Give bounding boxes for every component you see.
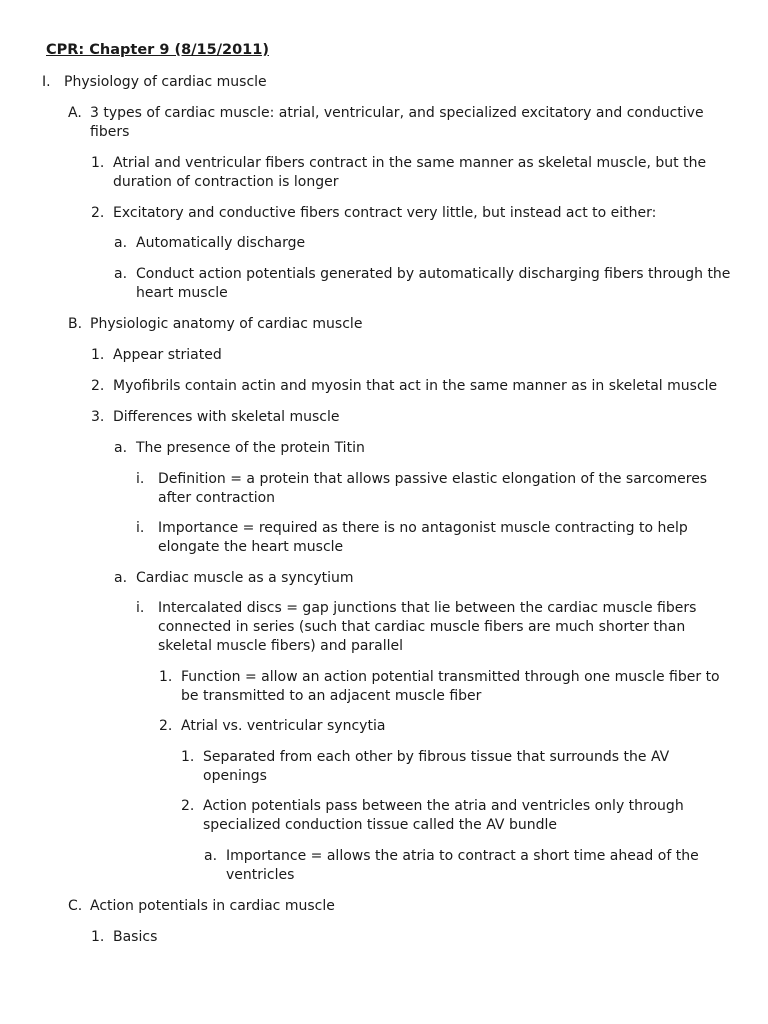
- item-text: Separated from each other by fibrous tissue that surrounds the AV openings: [203, 749, 670, 784]
- item-text: Cardiac muscle as a syncytium: [136, 570, 354, 586]
- item-marker: i.: [136, 520, 145, 536]
- outline-item: [181, 748, 693, 786]
- item-text: Importance = required as there is no antagonist muscle contracting to help elongate the heart muscle: [158, 520, 688, 555]
- item-marker: 1.: [159, 669, 173, 685]
- outline-item: [91, 377, 733, 396]
- item-text: Action potentials pass between the atria and ventricles only through specialized conduction tissue called the AV bundle: [203, 798, 684, 833]
- item-text: Importance = allows the atria to contract a short time ahead of the ventricles: [226, 848, 699, 883]
- item-text: Automatically discharge: [136, 235, 306, 251]
- outline-item: [91, 928, 718, 947]
- item-marker: a.: [114, 266, 128, 282]
- item-marker: i.: [136, 600, 145, 616]
- item-marker: 1.: [91, 347, 105, 363]
- outline-item: [204, 847, 706, 885]
- item-text: Intercalated discs = gap junctions that lie between the cardiac muscle fibers connected in series (such that cardiac muscle fibers are much shorter than skeletal muscle fibers) and parallel: [158, 600, 697, 654]
- outline-item: [159, 668, 726, 706]
- item-marker: 2.: [91, 378, 105, 394]
- item-text: Excitatory and conductive fibers contract very little, but instead act to either:: [113, 205, 657, 221]
- item-text: Appear striated: [113, 347, 222, 363]
- outline-item: [114, 569, 726, 588]
- outline-item: [136, 470, 728, 508]
- outline-item: [136, 519, 703, 557]
- item-marker: 1.: [91, 155, 105, 171]
- outline-item: [68, 104, 710, 142]
- item-marker: a.: [114, 235, 128, 251]
- item-marker: a.: [114, 570, 128, 586]
- item-text: Definition = a protein that allows passive elastic elongation of the sarcomeres after contraction: [158, 471, 708, 506]
- item-text: Physiology of cardiac muscle: [64, 74, 267, 90]
- outline-item: [114, 234, 736, 253]
- item-text: Myofibrils contain actin and myosin that act in the same manner as in skeletal muscle: [113, 378, 718, 394]
- item-text: Physiologic anatomy of cardiac muscle: [90, 316, 363, 332]
- outline-item: [114, 265, 736, 303]
- item-text: Atrial vs. ventricular syncytia: [181, 718, 386, 734]
- item-marker: 2.: [159, 718, 173, 734]
- outline-item: [42, 73, 684, 92]
- item-text: Atrial and ventricular fibers contract in the same manner as skeletal muscle, but the duration of contraction is longer: [113, 155, 707, 190]
- item-marker: A.: [68, 105, 82, 121]
- outline-item: [91, 204, 718, 223]
- item-marker: B.: [68, 316, 83, 332]
- outline-item: [68, 315, 710, 334]
- item-text: Differences with skeletal muscle: [113, 409, 340, 425]
- item-marker: 2.: [91, 205, 105, 221]
- item-marker: 2.: [181, 798, 195, 814]
- outline-item: [68, 897, 710, 916]
- document-title: CPR: Chapter 9 (8/15/2011): [46, 42, 269, 58]
- item-text: Basics: [113, 929, 158, 945]
- outline-item: [136, 599, 703, 656]
- item-marker: C.: [68, 898, 83, 914]
- outline-item: [114, 439, 726, 458]
- item-marker: a.: [204, 848, 218, 864]
- item-text: 3 types of cardiac muscle: atrial, ventricular, and specialized excitatory and conductive fibers: [90, 105, 704, 140]
- outline-item: [91, 346, 718, 365]
- outline-item: [159, 717, 726, 736]
- item-text: The presence of the protein Titin: [136, 440, 365, 456]
- item-marker: a.: [114, 440, 128, 456]
- item-marker: i.: [136, 471, 145, 487]
- item-text: Conduct action potentials generated by automatically discharging fibers through the heart muscle: [136, 266, 731, 301]
- outline-item: [91, 154, 718, 192]
- item-text: Function = allow an action potential transmitted through one muscle fiber to be transmitted to an adjacent muscle fiber: [181, 669, 720, 704]
- item-text: Action potentials in cardiac muscle: [90, 898, 335, 914]
- item-marker: 3.: [91, 409, 105, 425]
- outline-item: [181, 797, 693, 835]
- outline-item: [91, 408, 718, 427]
- item-marker: 1.: [91, 929, 105, 945]
- item-marker: I.: [42, 74, 51, 90]
- item-marker: 1.: [181, 749, 195, 765]
